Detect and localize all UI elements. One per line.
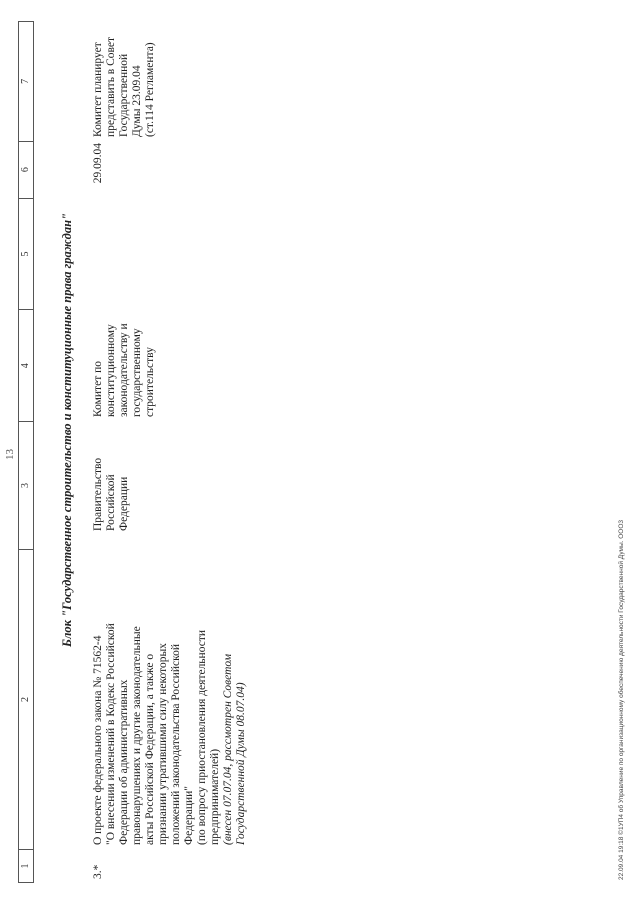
column-number-7: 7 (20, 78, 31, 84)
entry-committee (92, 297, 157, 417)
author-line: Федерации (118, 476, 130, 531)
description-line: "О внесении изменений в Кодекс Российской (105, 623, 117, 845)
note-line: представить в Совет (105, 36, 117, 137)
block-title: Блок "Государственное строительство и конституционные права граждан" (60, 213, 74, 647)
description-italic-line: Государственной Думы 08.07.04) (235, 682, 247, 845)
entry-author (92, 421, 131, 531)
column-number-2: 2 (19, 549, 33, 849)
column-number-4: 4 (19, 309, 33, 421)
author-line: Российской (105, 474, 117, 531)
description-line: О проекте федерального закона № 71562-4 (92, 635, 104, 845)
description-line: положений законодательства Российской (170, 644, 182, 845)
committee-line: Комитет по (92, 361, 104, 417)
description-line: предпринимателей) (209, 748, 221, 845)
committee-line: законодательству и (118, 323, 130, 417)
column-number-header (18, 21, 34, 883)
description-italic-line: (внесен 07.07.04, рассмотрен Советом (222, 653, 234, 845)
note-line: (ст.114 Регламента) (144, 42, 156, 137)
column-number-3: 3 (19, 421, 33, 549)
note-line: Государственной (118, 53, 130, 137)
description-line: Федерации" (183, 785, 195, 845)
description-line: (по вопросу приостановления деятельности (196, 629, 208, 845)
entry-note (92, 19, 157, 137)
note-line: Думы 23.09.04 (131, 65, 143, 137)
note-line: Комитет планирует (92, 42, 104, 137)
page-number: 13 (4, 449, 16, 460)
committee-line: строительству (144, 347, 156, 417)
entry-number: 3.* (92, 864, 104, 879)
committee-line: конституционному (105, 324, 117, 417)
column-number-6: 6 (19, 141, 33, 198)
description-line: признании утратившими силу некоторых (157, 643, 169, 845)
column-number-1: 1 (19, 849, 33, 882)
column-number-5: 5 (19, 198, 33, 310)
author-line: Правительство (92, 457, 104, 531)
description-line: Федерации об административных (118, 679, 130, 845)
entry-date: 29.09.04 (92, 143, 104, 184)
description-line: правонарушениях и другие законодательные (131, 626, 143, 845)
entry-description (92, 555, 248, 845)
description-line: акты Российской Федерации, а также о (144, 653, 156, 845)
committee-line: государственному (131, 328, 143, 417)
page-footer: 22.09.04 19:18 ©1УП4 об Управление по организационному обеспечению деятельности Государственной Думы. ООО3 (618, 519, 625, 880)
